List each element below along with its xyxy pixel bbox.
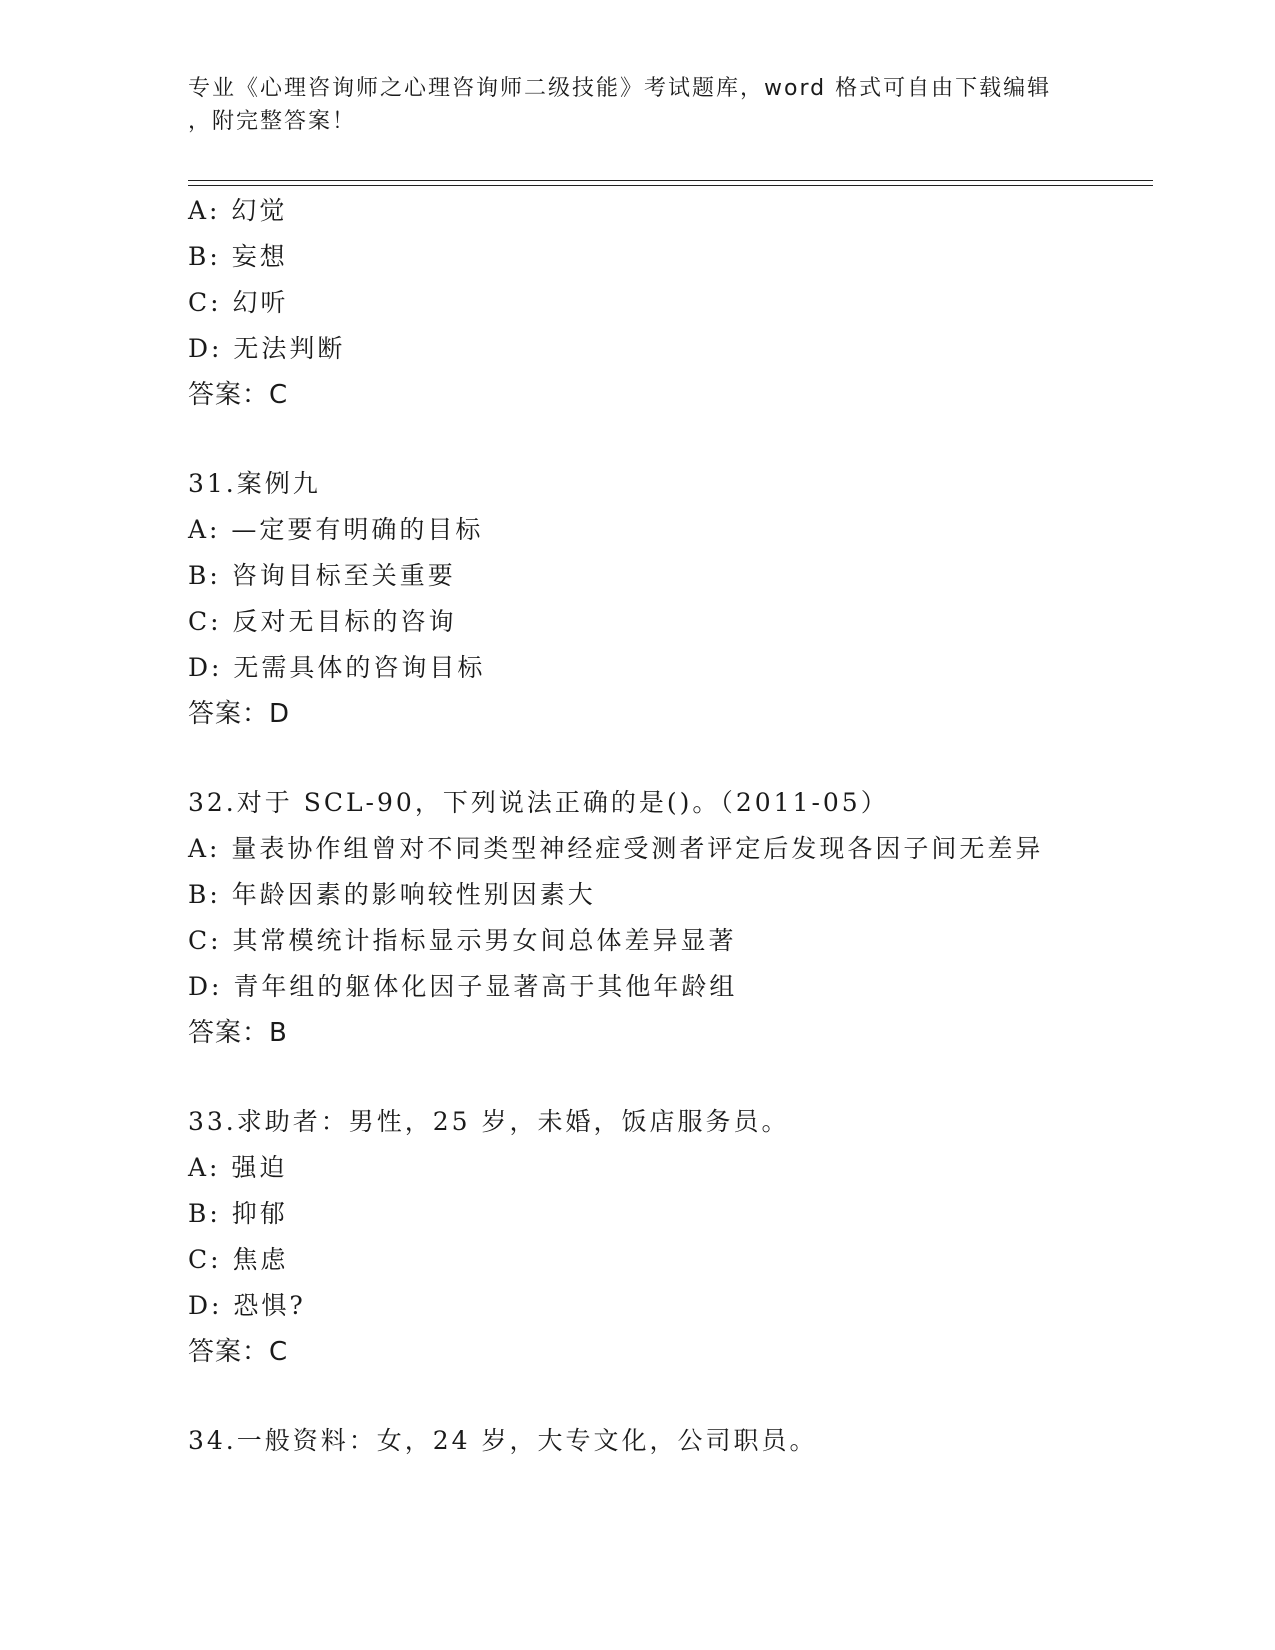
question-text: 33.求助者：男性，25 岁，未婚，饭店服务员。 <box>188 1107 790 1136</box>
option-d: D: 青年组的躯体化因子显著高于其他年龄组 <box>188 972 738 1001</box>
header-rule-top <box>188 180 1153 181</box>
question-block-34 <box>188 1418 1148 1464</box>
question-text: 34.一般资料：女，24 岁，大专文化，公司职员。 <box>188 1426 818 1455</box>
question-block-30 <box>188 188 1148 418</box>
option-c: C: 其常模统计指标显示男女间总体差异显著 <box>188 926 737 955</box>
question-block-32 <box>188 780 1148 1056</box>
question-text: 31.案例九 <box>188 469 321 498</box>
option-a: A: 幻觉 <box>188 196 288 225</box>
option-a: A: 量表协作组曾对不同类型神经症受测者评定后发现各因子间无差异 <box>188 834 1044 863</box>
option-a: A: 强迫 <box>188 1153 288 1182</box>
header-line-1: 专业《心理咨询师之心理咨询师二级技能》考试题库，word 格式可自由下载编辑 <box>188 76 1052 101</box>
question-text: 32.对于 SCL-90，下列说法正确的是()。（2011-05） <box>188 788 889 817</box>
answer-label: 答案：C <box>188 380 289 410</box>
document-header <box>188 72 1088 138</box>
answer-label: 答案：B <box>188 1018 288 1048</box>
option-c: C: 焦虑 <box>188 1245 289 1274</box>
question-block-31 <box>188 461 1148 737</box>
option-c: C: 反对无目标的咨询 <box>188 607 457 636</box>
option-b: B: 妄想 <box>188 242 288 271</box>
option-b: B: 年龄因素的影响较性别因素大 <box>188 880 596 909</box>
option-d: D: 恐惧? <box>188 1291 306 1320</box>
header-rule-bottom <box>188 185 1153 186</box>
question-list <box>188 188 1148 1464</box>
answer-label: 答案：C <box>188 1337 289 1367</box>
option-c: C: 幻听 <box>188 288 289 317</box>
header-line-2: ，附完整答案！ <box>188 109 357 134</box>
option-d: D: 无法判断 <box>188 334 346 363</box>
option-d: D: 无需具体的咨询目标 <box>188 653 486 682</box>
question-block-33 <box>188 1099 1148 1375</box>
option-b: B: 咨询目标至关重要 <box>188 561 456 590</box>
option-b: B: 抑郁 <box>188 1199 288 1228</box>
answer-label: 答案：D <box>188 699 291 729</box>
option-a: A: —定要有明确的目标 <box>188 515 484 544</box>
